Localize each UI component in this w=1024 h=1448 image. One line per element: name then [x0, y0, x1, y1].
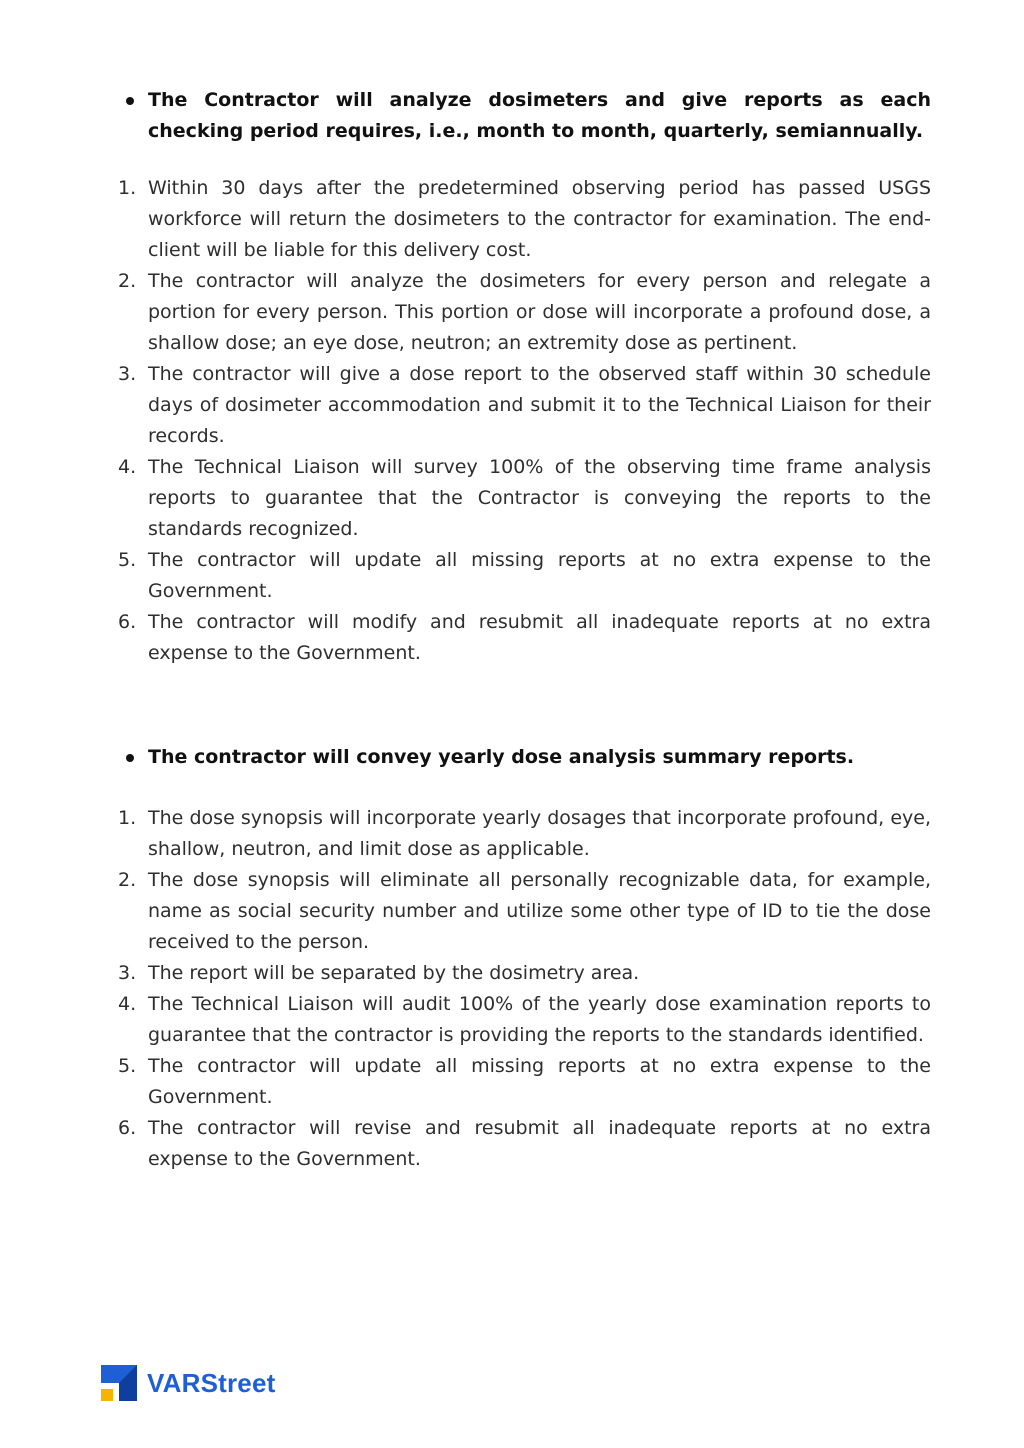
list-item-text: The dose synopsis will incorporate yearly dosages that incorporate profound, eye, shallow, neutron, and limit dose as applicable.: [148, 807, 931, 860]
list-item-number: 2.: [118, 869, 137, 891]
list-item-number: 6.: [118, 611, 137, 633]
numbered-list: [0, 173, 1024, 669]
list-item-number: 1.: [118, 177, 137, 199]
list-item-text: The contractor will update all missing reports at no extra expense to the Government.: [148, 1055, 931, 1108]
list-item: [0, 545, 931, 607]
numbered-list: [0, 803, 1024, 1175]
list-item: [0, 865, 931, 958]
list-item-text: The Technical Liaison will audit 100% of the yearly dose examination reports to guarantee that the contractor is providing the reports to the standards identified.: [148, 993, 931, 1046]
list-item-text: The contractor will update all missing reports at no extra expense to the Government.: [148, 549, 931, 602]
list-item: [0, 266, 931, 359]
list-item-text: The contractor will analyze the dosimeters for every person and relegate a portion for every person. This portion or dose will incorporate a profound dose, a shallow dose; an eye dose, neutron; an extremity dose as pertinent.: [148, 270, 931, 354]
list-item-number: 4.: [118, 993, 137, 1015]
varstreet-logo-icon: [101, 1365, 137, 1401]
list-item-number: 3.: [118, 962, 137, 984]
list-item-number: 5.: [118, 1055, 137, 1077]
list-item: [0, 173, 931, 266]
list-item: [0, 958, 931, 989]
list-item: [0, 803, 931, 865]
list-item: [0, 989, 931, 1051]
list-item-text: The report will be separated by the dosimetry area.: [148, 962, 640, 984]
list-item-number: 2.: [118, 270, 137, 292]
bullet-icon: [126, 754, 134, 762]
list-item: [0, 359, 931, 452]
list-item-number: 6.: [118, 1117, 137, 1139]
list-item-text: Within 30 days after the predetermined observing period has passed USGS workforce will return the dosimeters to the contractor for examination. The end-client will be liable for this delivery cost.: [148, 177, 931, 261]
section-heading-text: The Contractor will analyze dosimeters and give reports as each checking period requires, i.e., month to month, quarterly, semiannually.: [148, 89, 931, 142]
list-item-number: 5.: [118, 549, 137, 571]
list-item: [0, 607, 931, 669]
list-item-text: The dose synopsis will eliminate all personally recognizable data, for example, name as social security number and utilize some other type of ID to tie the dose received to the person.: [148, 869, 931, 953]
list-item-text: The contractor will modify and resubmit all inadequate reports at no extra expense to the Government.: [148, 611, 931, 664]
list-item: [0, 452, 931, 545]
section-heading: [0, 85, 931, 147]
varstreet-logo: [101, 1364, 275, 1402]
list-item-number: 3.: [118, 363, 137, 385]
list-item-text: The Technical Liaison will survey 100% of the observing time frame analysis reports to guarantee that the Contractor is conveying the reports to the standards recognized.: [148, 456, 931, 540]
bullet-icon: [126, 97, 134, 105]
section-summary-reports: [0, 742, 1024, 1175]
section-analysis-reports: [0, 85, 1024, 669]
list-item: [0, 1113, 931, 1175]
list-item: [0, 1051, 931, 1113]
list-item-text: The contractor will give a dose report to the observed staff within 30 schedule days of dosimeter accommodation and submit it to the Technical Liaison for their records.: [148, 363, 931, 447]
logo-text: VARStreet: [147, 1367, 276, 1398]
list-item-number: 1.: [118, 807, 137, 829]
list-item-text: The contractor will revise and resubmit all inadequate reports at no extra expense to the Government.: [148, 1117, 931, 1170]
list-item-number: 4.: [118, 456, 137, 478]
section-heading-text: The contractor will convey yearly dose analysis summary reports.: [148, 746, 855, 768]
section-heading: [0, 742, 931, 773]
